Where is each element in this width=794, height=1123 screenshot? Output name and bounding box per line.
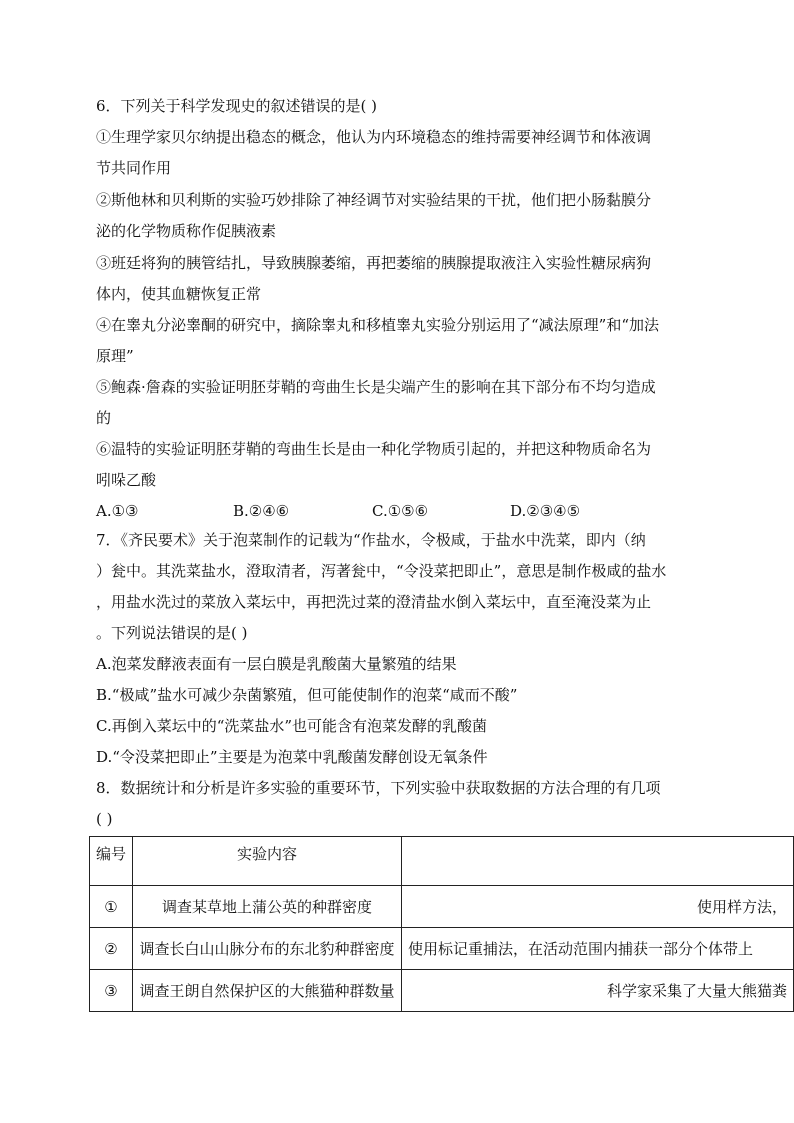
row-content: 调查王朗自然保护区的大熊猫种群数量 — [133, 970, 402, 1012]
q6-item-line: ④在睾丸分泌睾酮的研究中，摘除睾丸和移植睾丸实验分别运用了“减法原理”和“加法 — [96, 316, 660, 334]
q6-item-line: 的 — [96, 409, 112, 427]
q6-stem: 6．下列关于科学发现史的叙述错误的是( ) — [96, 97, 378, 115]
q6-option-b: B.②④⑥ — [233, 502, 290, 520]
q6-item-line: 节共同作用 — [96, 159, 172, 177]
row-content: 调查某草地上蒲公英的种群密度 — [133, 886, 402, 928]
q6-item-line: 泌的化学物质称作促胰液素 — [96, 222, 277, 240]
q8-stem-line: 8．数据统计和分析是许多实验的重要环节，下列实验中获取数据的方法合理的有几项 — [96, 779, 661, 797]
q7-stem-line: ，用盐水洗过的菜放入菜坛中，再把洗过菜的澄清盐水倒入菜坛中，直至淹没菜为止 — [96, 593, 652, 611]
row-content: 调查长白山山脉分布的东北豹种群密度 — [133, 928, 402, 970]
q8-stem-line: ( ) — [96, 810, 113, 828]
row-method: 科学家采集了大量大熊猫粪 — [402, 970, 794, 1012]
row-number: ③ — [90, 970, 133, 1012]
q7-stem-line: ）瓮中。其洗菜盐水，澄取清者，泻著瓮中，“令没菜把即止”，意思是制作极咸的盐水 — [96, 562, 667, 580]
row-method: 使用样方法， — [402, 886, 794, 928]
header-content: 实验内容 — [133, 837, 402, 886]
q6-item-line: ②斯他林和贝利斯的实验巧妙排除了神经调节对实验结果的干扰，他们把小肠黏膜分 — [96, 191, 652, 209]
q6-option-a: A.①③ — [96, 502, 139, 520]
q6-item-line: 体内，使其血糖恢复正常 — [96, 285, 262, 303]
q7-option-a: A.泡菜发酵液表面有一层白膜是乳酸菌大量繁殖的结果 — [96, 655, 457, 673]
q6-item-line: ⑥温特的实验证明胚芽鞘的弯曲生长是由一种化学物质引起的，并把这种物质命名为 — [96, 440, 652, 458]
q6-option-d: D.②③④⑤ — [510, 502, 581, 520]
q6-item-line: ⑤鲍森·詹森的实验证明胚芽鞘的弯曲生长是尖端产生的影响在其下部分布不均匀造成 — [96, 378, 656, 396]
q6-item-line: 吲哚乙酸 — [96, 471, 157, 489]
header-number: 编号 — [90, 837, 133, 886]
q6-item-line: ③班廷将狗的胰管结扎，导致胰腺萎缩，再把萎缩的胰腺提取液注入实验性糖尿病狗 — [96, 254, 652, 272]
row-method: 使用标记重捕法，在活动范围内捕获一部分个体带上 — [402, 928, 794, 970]
q6-option-c: C.①⑤⑥ — [372, 502, 429, 520]
row-number: ① — [90, 886, 133, 928]
q7-option-b: B.“极咸”盐水可减少杂菌繁殖，但可能使制作的泡菜“咸而不酸” — [96, 686, 518, 704]
table-row — [90, 970, 794, 1012]
table-header-row — [90, 837, 794, 886]
experiment-table — [89, 836, 794, 1012]
row-number: ② — [90, 928, 133, 970]
q6-item-line: ①生理学家贝尔纳提出稳态的概念，他认为内环境稳态的维持需要神经调节和体液调 — [96, 128, 652, 146]
q7-option-d: D.“令没菜把即止”主要是为泡菜中乳酸菌发酵创设无氧条件 — [96, 748, 488, 766]
header-method — [402, 837, 794, 886]
q6-item-line: 原理” — [96, 347, 134, 365]
q7-stem-line: 7．《齐民要术》关于泡菜制作的记载为“作盐水，令极咸，于盐水中洗菜，即内（纳 — [96, 531, 646, 549]
q7-stem-line: 。下列说法错误的是( ) — [96, 624, 248, 642]
table-row — [90, 928, 794, 970]
table-row — [90, 886, 794, 928]
q7-option-c: C.再倒入菜坛中的“洗菜盐水”也可能含有泡菜发酵的乳酸菌 — [96, 717, 488, 735]
